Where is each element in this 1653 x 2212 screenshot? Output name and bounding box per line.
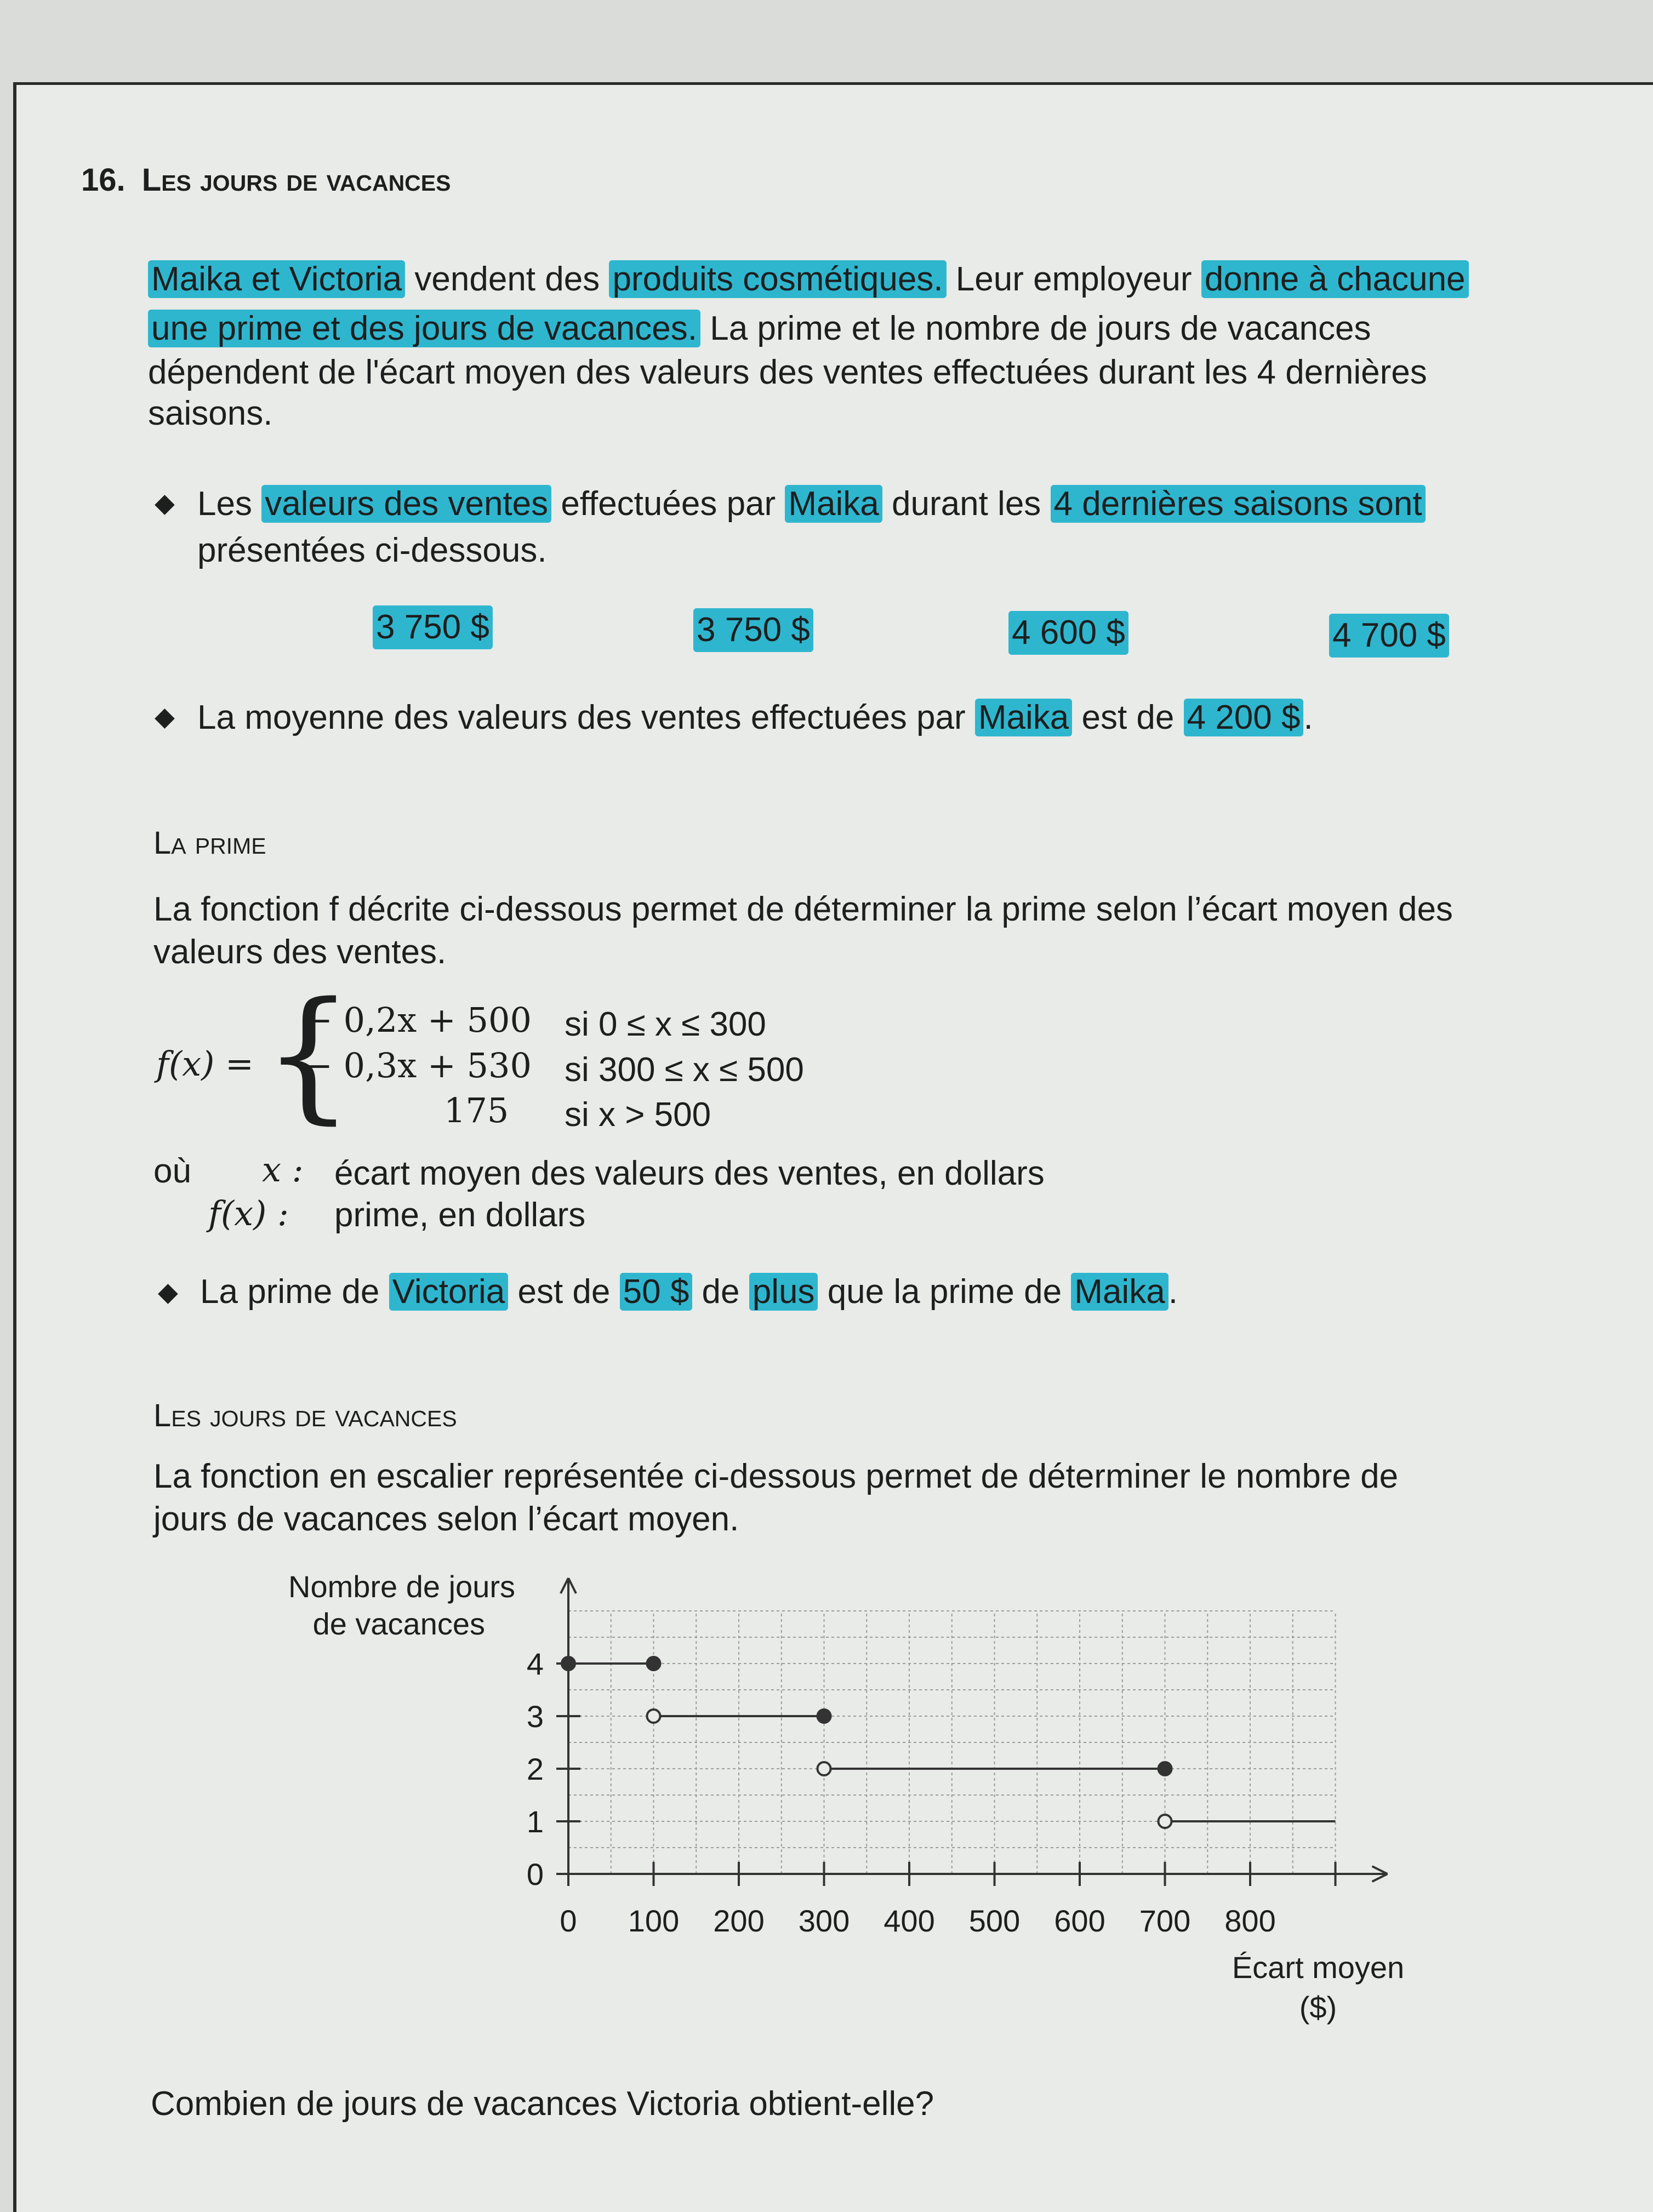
intro-text: vendent des: [405, 260, 609, 298]
y-tick-label: 4: [526, 1647, 544, 1681]
prime-heading: La prime: [153, 825, 266, 861]
bullet-text: .: [1303, 699, 1313, 736]
def-fx-var: f(x) :: [208, 1193, 289, 1233]
highlight-maika: Maika: [975, 699, 1072, 736]
vacation-heading: Les jours de vacances: [153, 1398, 457, 1433]
x-tick-label: 200: [713, 1904, 765, 1938]
brace-symbol: {: [263, 972, 354, 1138]
highlight-names: Maika et Victoria: [148, 260, 405, 298]
def-x-text: écart moyen des valeurs des ventes, en dollars: [334, 1154, 1045, 1192]
bullet-text: que la prime de: [818, 1273, 1071, 1311]
intro-line-4: saisons.: [148, 395, 273, 432]
vacation-text-2: jours de vacances selon l’écart moyen.: [153, 1500, 739, 1538]
sale-value-3: 4 600 $: [1008, 611, 1128, 655]
prime-text-2: valeurs des ventes.: [153, 933, 447, 971]
def-fx-text: prime, en dollars: [334, 1196, 586, 1234]
chart-ylabel-line-1: Nombre de jours: [288, 1569, 515, 1604]
highlight-maika: Maika: [1071, 1273, 1168, 1311]
highlight-sales-values: valeurs des ventes: [261, 485, 551, 523]
chart-axes: [556, 1578, 1388, 1886]
bullet-icon: ◆: [155, 702, 175, 731]
bullet-icon: ◆: [155, 489, 175, 518]
open-point: [1159, 1815, 1172, 1828]
piece-2-expr: − 0,3x + 530: [304, 1045, 532, 1085]
closed-point: [647, 1657, 660, 1670]
sale-value-4: 4 700 $: [1329, 614, 1449, 658]
highlight-prime-vacances: une prime et des jours de vacances.: [148, 310, 700, 347]
chart-ylabel-line-2: de vacances: [312, 1607, 485, 1641]
where-label: où: [153, 1152, 191, 1190]
bullet-text: La prime de: [200, 1273, 389, 1311]
x-tick-label: 300: [798, 1904, 850, 1938]
closed-point: [562, 1657, 575, 1670]
sale-value-2: 3 750 $: [693, 608, 813, 652]
intro-text: La prime et le nombre de jours de vacances: [700, 310, 1371, 347]
def-x-var: x :: [262, 1150, 304, 1190]
bullet-text: Les: [197, 485, 262, 523]
piece-1-expr: − 0,2x + 500: [304, 1000, 532, 1040]
y-tick-label: 3: [526, 1699, 544, 1734]
x-tick-label: 0: [560, 1904, 577, 1938]
y-tick-label: 2: [526, 1752, 544, 1786]
chart-xlabel-line-2: ($): [1299, 1990, 1337, 2025]
closed-point: [1159, 1762, 1172, 1775]
problem-number: 16.: [81, 162, 126, 198]
bullet-text: effectuées par: [551, 485, 785, 523]
y-tick-label: 1: [526, 1804, 544, 1839]
open-point: [647, 1710, 660, 1723]
highlight-maika: Maika: [785, 485, 882, 523]
highlight-products: produits cosmétiques.: [609, 260, 946, 298]
problem-title: Les jours de vacances: [141, 162, 451, 198]
bullet-text: de: [692, 1273, 749, 1311]
highlight-gives: donne à chacune: [1201, 260, 1469, 298]
piece-3-cond: si x > 500: [565, 1096, 711, 1134]
intro-line-3: dépendent de l'écart moyen des valeurs des ventes effectuées durant les 4 dernières: [148, 353, 1427, 391]
prime-text-1: La fonction f décrite ci-dessous permet de déterminer la prime selon l’écart moyen des: [153, 890, 1453, 928]
bullet-text: La moyenne des valeurs des ventes effectuées par: [197, 699, 975, 736]
bullet-text: est de: [1072, 699, 1184, 736]
intro-text: Leur employeur: [946, 260, 1201, 298]
highlight-average: 4 200 $: [1184, 699, 1304, 736]
bullet1-line-2: présentées ci-dessous.: [197, 531, 547, 569]
chart-xlabel-line-1: Écart moyen: [1232, 1950, 1405, 1985]
bullet-text: .: [1168, 1273, 1178, 1311]
question-text: Combien de jours de vacances Victoria obtient-elle?: [151, 2085, 934, 2123]
y-tick-label: 0: [526, 1857, 544, 1891]
x-tick-label: 600: [1054, 1904, 1105, 1938]
function-label: f(x) =: [156, 1044, 254, 1084]
chart-grid: [568, 1611, 1336, 1874]
piece-1-cond: si 0 ≤ x ≤ 300: [565, 1005, 766, 1043]
highlight-victoria: Victoria: [389, 1273, 509, 1311]
highlight-50: 50 $: [620, 1273, 693, 1311]
x-tick-label: 400: [884, 1904, 935, 1938]
closed-point: [818, 1710, 831, 1723]
bullet-text: durant les: [882, 485, 1051, 523]
highlight-seasons: 4 dernières saisons sont: [1051, 485, 1426, 523]
bullet-text: est de: [508, 1273, 620, 1311]
chart-tick-labels: [527, 1647, 1276, 1938]
vacation-text-1: La fonction en escalier représentée ci-dessous permet de déterminer le nombre de: [153, 1457, 1399, 1495]
piece-2-cond: si 300 ≤ x ≤ 500: [565, 1051, 804, 1089]
open-point: [818, 1762, 831, 1775]
x-tick-label: 500: [968, 1904, 1021, 1938]
highlight-plus: plus: [749, 1273, 818, 1311]
x-tick-label: 100: [628, 1904, 680, 1938]
x-tick-label: 800: [1224, 1904, 1276, 1938]
piece-3-expr: 175: [444, 1090, 509, 1130]
sale-value-1: 3 750 $: [373, 605, 493, 649]
bullet-icon: ◆: [158, 1278, 178, 1307]
x-tick-label: 700: [1139, 1904, 1191, 1938]
